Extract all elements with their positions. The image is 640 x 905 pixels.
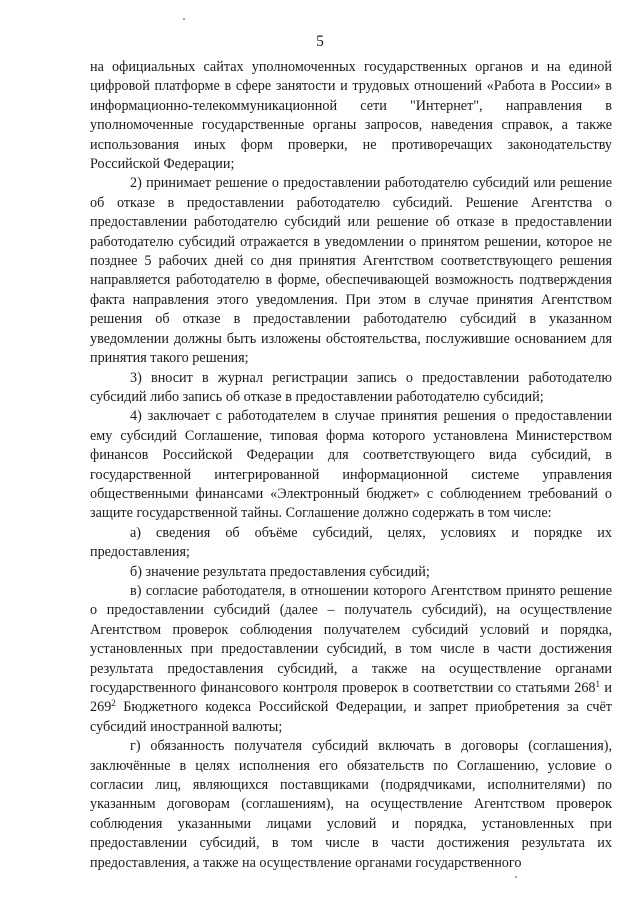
paragraph-item-3: 3) вносит в журнал регистрации запись о предоставлении работодателю субсидий либо запись об отказе в предоставлении работодателю субсидий; <box>90 369 612 405</box>
subitem-v: в) согласие работодателя, в отношении которого Агентством принято решение о предоставлении субсидий (далее – получатель субсидий), на осуществление Агентством проверок соблюдения получателем субсидий условий и порядка, установленных при предоставлении субсидий, в том числе в части достижения результата предоставления субсидий, а также на осуществление органами государственного финансового контроля проверок в соответствии со статьями $268^1$ и $269^2$ Бюджетного кодекса Российской Федерации, и запрет приобретения за счёт субсидий иностранной валюты; <box>90 582 613 735</box>
page-number: 5 <box>316 33 324 50</box>
paragraph-1-continuation: на официальных сайтах уполномоченных государственных органов и на единой цифровой платформе в сфере занятости и трудовых отношений «Работа в России» в информационно-телекоммуникационной сети "Интернет", направления в уполномоченные государственные органы запросов, наведения справок, а также использования иных форм проверки, не противоречащих законодательству Российской Федерации; <box>90 59 612 173</box>
scan-speck <box>515 876 517 878</box>
scan-speck <box>183 18 185 20</box>
document-body <box>90 58 612 873</box>
subitem-g: г) обязанность получателя субсидий включать в договоры (соглашения), заключённые в целях исполнения его обязательств по Соглашению, условие о согласии лиц, являющихся поставщиками (подрядчиками, исполнителями) по указанным договорам (соглашениям), на осуществление Агентством проверок соблюдения указанными лицами условий и порядка, установленных при предоставлении субсидий, в том числе в части достижения результата их предоставления, а также на осуществление органами государственного <box>90 738 612 871</box>
paragraph-item-2: 2) принимает решение о предоставлении работодателю субсидий или решение об отказе в предоставлении работодателю субсидий. Решение Агентства о предоставлении работодателю субсидий или решение об отказе в предоставлении работодателю субсидий отражается в уведомлении о принятом решении, которое не позднее 5 рабочих дней со дня принятия Агентством соответствующего решения направляется работодателю в форме, обеспечивающей возможность подтверждения факта направления этого уведомления. При этом в случае принятия Агентством решения об отказе в предоставлении работодателю субсидий в указанном уведомлении должны быть изложены обстоятельства, послужившие основанием для принятия такого решения; <box>90 175 612 367</box>
paragraph-item-4: 4) заключает с работодателем в случае принятия решения о предоставлении ему субсидий Соглашение, типовая форма которого установлена Министерством финансов Российской Федерации для соответствующего вида субсидий, в государственной интегрированной информационной системе управления общественными финансами «Электронный бюджет» с соблюдением требований о защите государственной тайны. Соглашение должно содержать в том числе: <box>90 408 612 522</box>
subitem-a: а) сведения об объёме субсидий, целях, условиях и порядке их предоставления; <box>90 524 612 561</box>
subitem-b: б) значение результата предоставления субсидий; <box>130 563 430 580</box>
